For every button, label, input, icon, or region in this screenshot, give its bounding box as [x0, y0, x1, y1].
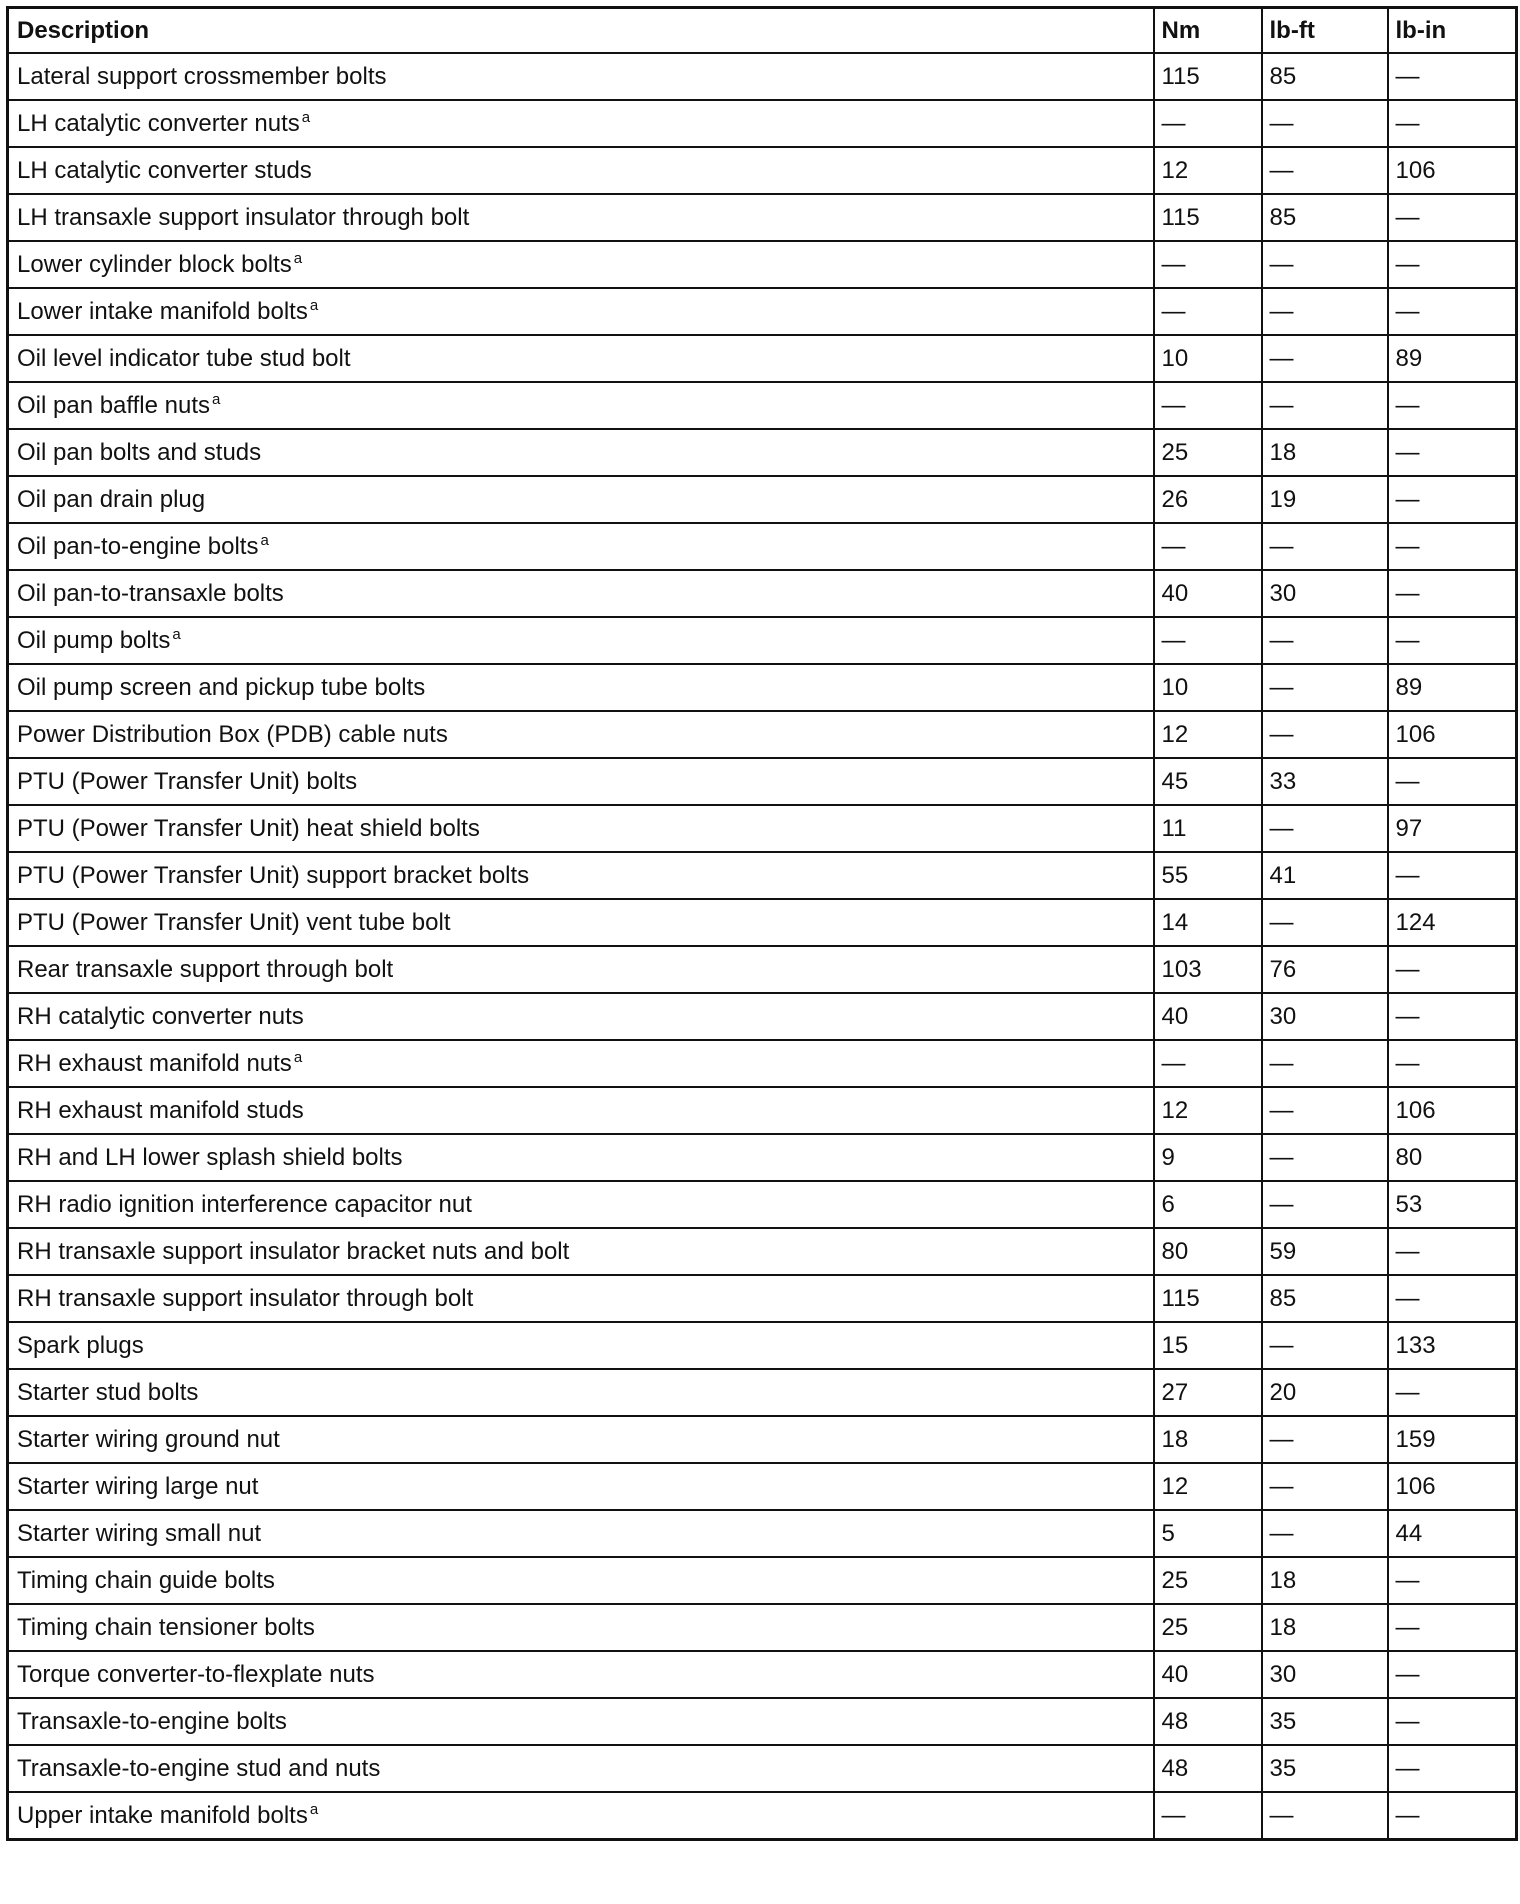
cell-lb-in: — [1388, 1275, 1517, 1322]
table-row [8, 53, 1517, 100]
cell-nm: 14 [1154, 899, 1262, 946]
cell-lb-ft: 18 [1262, 1557, 1388, 1604]
cell-description [8, 53, 1154, 100]
description-text: Timing chain tensioner bolts [17, 1613, 315, 1641]
cell-lb-ft: — [1262, 805, 1388, 852]
footnote-marker: a [260, 531, 269, 549]
footnote-marker: a [309, 296, 319, 314]
cell-description [8, 1228, 1154, 1275]
cell-lb-ft: — [1262, 241, 1388, 288]
table-row [8, 1087, 1517, 1134]
description-text: Starter stud bolts [17, 1378, 199, 1406]
table-row [8, 1792, 1517, 1840]
cell-lb-in: — [1388, 1557, 1517, 1604]
description-text: Oil pan drain plug [17, 485, 206, 513]
description-text: Oil pan baffle nuts [17, 391, 211, 419]
cell-lb-in: 89 [1388, 335, 1517, 382]
cell-description [8, 288, 1154, 335]
cell-description [8, 1463, 1154, 1510]
table-row [8, 570, 1517, 617]
table-row [8, 1557, 1517, 1604]
description-text: Oil pan bolts and studs [17, 438, 262, 466]
table-row [8, 335, 1517, 382]
description-text: Rear transaxle support through bolt [17, 955, 394, 983]
table-row [8, 429, 1517, 476]
cell-description [8, 758, 1154, 805]
description-text: Starter wiring ground nut [17, 1425, 280, 1453]
cell-description [8, 194, 1154, 241]
cell-lb-ft: 85 [1262, 53, 1388, 100]
cell-nm: — [1154, 382, 1262, 429]
cell-description [8, 382, 1154, 429]
table-row [8, 617, 1517, 664]
table-row [8, 523, 1517, 570]
cell-description [8, 1040, 1154, 1087]
cell-lb-ft: 85 [1262, 194, 1388, 241]
description-text: Torque converter-to-flexplate nuts [17, 1660, 375, 1688]
cell-lb-in: 124 [1388, 899, 1517, 946]
cell-nm: 12 [1154, 711, 1262, 758]
cell-description [8, 100, 1154, 147]
footnote-marker: a [301, 108, 311, 126]
description-text: PTU (Power Transfer Unit) vent tube bolt [17, 908, 451, 936]
table-row [8, 100, 1517, 147]
cell-lb-ft: — [1262, 147, 1388, 194]
cell-nm: — [1154, 100, 1262, 147]
cell-lb-ft: 18 [1262, 1604, 1388, 1651]
footnote-marker: a [293, 1048, 303, 1066]
header-lb-ft: lb-ft [1262, 8, 1388, 54]
description-text: RH radio ignition interference capacitor nut [17, 1190, 472, 1218]
cell-lb-ft: 18 [1262, 429, 1388, 476]
description-text: Spark plugs [17, 1331, 144, 1359]
cell-lb-in: — [1388, 1745, 1517, 1792]
description-text: Transaxle-to-engine bolts [17, 1707, 287, 1735]
cell-lb-in: 44 [1388, 1510, 1517, 1557]
description-text: RH and LH lower splash shield bolts [17, 1143, 403, 1171]
table-row [8, 758, 1517, 805]
cell-lb-ft: 20 [1262, 1369, 1388, 1416]
cell-lb-in: — [1388, 1040, 1517, 1087]
cell-lb-ft: — [1262, 1463, 1388, 1510]
cell-description [8, 852, 1154, 899]
cell-lb-ft: — [1262, 1040, 1388, 1087]
cell-lb-in: — [1388, 1604, 1517, 1651]
cell-nm: 10 [1154, 335, 1262, 382]
cell-nm: 18 [1154, 1416, 1262, 1463]
cell-lb-ft: 33 [1262, 758, 1388, 805]
cell-description [8, 241, 1154, 288]
cell-lb-in: — [1388, 523, 1517, 570]
cell-description [8, 805, 1154, 852]
cell-lb-in: 106 [1388, 147, 1517, 194]
cell-description [8, 429, 1154, 476]
cell-lb-in: — [1388, 429, 1517, 476]
cell-description [8, 1181, 1154, 1228]
cell-description [8, 664, 1154, 711]
cell-lb-ft: 59 [1262, 1228, 1388, 1275]
cell-description [8, 1557, 1154, 1604]
cell-description [8, 1698, 1154, 1745]
cell-lb-in: — [1388, 993, 1517, 1040]
cell-lb-in: — [1388, 570, 1517, 617]
cell-nm: — [1154, 241, 1262, 288]
cell-description [8, 1651, 1154, 1698]
description-text: RH catalytic converter nuts [17, 1002, 304, 1030]
cell-lb-in: — [1388, 758, 1517, 805]
description-text: Lower cylinder block bolts [17, 250, 292, 278]
cell-lb-ft: 35 [1262, 1698, 1388, 1745]
description-text: Lateral support crossmember bolts [17, 62, 387, 90]
cell-lb-ft: — [1262, 288, 1388, 335]
footnote-marker: a [172, 625, 181, 643]
cell-lb-in: 89 [1388, 664, 1517, 711]
cell-lb-ft: 30 [1262, 1651, 1388, 1698]
cell-lb-in: 159 [1388, 1416, 1517, 1463]
cell-lb-in: 106 [1388, 1463, 1517, 1510]
description-text: LH transaxle support insulator through bolt [17, 203, 470, 231]
cell-nm: 25 [1154, 1557, 1262, 1604]
cell-nm: 6 [1154, 1181, 1262, 1228]
description-text: LH catalytic converter nuts [17, 109, 300, 137]
cell-nm: 25 [1154, 429, 1262, 476]
cell-description [8, 993, 1154, 1040]
cell-lb-ft: — [1262, 382, 1388, 429]
cell-lb-in: 97 [1388, 805, 1517, 852]
table-row [8, 1275, 1517, 1322]
cell-nm: 40 [1154, 1651, 1262, 1698]
table-row [8, 1040, 1517, 1087]
table-row [8, 946, 1517, 993]
table-row [8, 1510, 1517, 1557]
cell-description [8, 617, 1154, 664]
description-text: Lower intake manifold bolts [17, 297, 308, 325]
cell-description [8, 1087, 1154, 1134]
cell-lb-ft: — [1262, 1087, 1388, 1134]
table-row [8, 1134, 1517, 1181]
table-row [8, 1745, 1517, 1792]
description-text: RH transaxle support insulator bracket nuts and bolt [17, 1237, 570, 1265]
cell-lb-ft: 41 [1262, 852, 1388, 899]
torque-specification-table [6, 6, 1518, 1841]
cell-nm: 11 [1154, 805, 1262, 852]
cell-lb-in: — [1388, 946, 1517, 993]
cell-nm: 80 [1154, 1228, 1262, 1275]
table-row [8, 1463, 1517, 1510]
table-row [8, 1416, 1517, 1463]
cell-description [8, 476, 1154, 523]
cell-lb-ft: — [1262, 1322, 1388, 1369]
cell-description [8, 1275, 1154, 1322]
cell-nm: 45 [1154, 758, 1262, 805]
cell-lb-in: — [1388, 241, 1517, 288]
cell-description [8, 1369, 1154, 1416]
table-row [8, 1181, 1517, 1228]
cell-lb-ft: — [1262, 1134, 1388, 1181]
cell-description [8, 946, 1154, 993]
description-text: RH exhaust manifold studs [17, 1096, 304, 1124]
cell-nm: — [1154, 523, 1262, 570]
table-row [8, 993, 1517, 1040]
cell-lb-in: — [1388, 53, 1517, 100]
description-text: PTU (Power Transfer Unit) bolts [17, 767, 358, 795]
description-text: RH exhaust manifold nuts [17, 1049, 292, 1077]
table-row [8, 805, 1517, 852]
description-text: RH transaxle support insulator through bolt [17, 1284, 474, 1312]
cell-lb-in: — [1388, 1698, 1517, 1745]
cell-lb-in: 80 [1388, 1134, 1517, 1181]
cell-description [8, 899, 1154, 946]
cell-lb-ft: — [1262, 899, 1388, 946]
table-row [8, 1369, 1517, 1416]
cell-description [8, 523, 1154, 570]
description-text: Oil pan-to-engine bolts [17, 532, 259, 560]
cell-description [8, 1745, 1154, 1792]
cell-nm: 40 [1154, 993, 1262, 1040]
cell-lb-in: — [1388, 1228, 1517, 1275]
table-row [8, 1651, 1517, 1698]
table-row [8, 288, 1517, 335]
cell-lb-ft: — [1262, 711, 1388, 758]
table-row [8, 1604, 1517, 1651]
description-text: PTU (Power Transfer Unit) heat shield bolts [17, 814, 480, 842]
cell-nm: — [1154, 1040, 1262, 1087]
cell-lb-ft: — [1262, 664, 1388, 711]
cell-lb-ft: — [1262, 100, 1388, 147]
table-row [8, 711, 1517, 758]
description-text: Oil pump screen and pickup tube bolts [17, 673, 426, 701]
cell-nm: — [1154, 288, 1262, 335]
cell-nm: 25 [1154, 1604, 1262, 1651]
cell-lb-ft: — [1262, 1792, 1388, 1840]
table-row [8, 1322, 1517, 1369]
cell-lb-ft: — [1262, 617, 1388, 664]
table-row [8, 382, 1517, 429]
cell-nm: 115 [1154, 1275, 1262, 1322]
description-text: Oil level indicator tube stud bolt [17, 344, 351, 372]
cell-lb-ft: — [1262, 335, 1388, 382]
cell-description [8, 1322, 1154, 1369]
cell-lb-ft: — [1262, 1181, 1388, 1228]
table-row [8, 476, 1517, 523]
cell-nm: 26 [1154, 476, 1262, 523]
cell-nm: 115 [1154, 53, 1262, 100]
cell-lb-in: — [1388, 194, 1517, 241]
description-text: Upper intake manifold bolts [17, 1801, 308, 1829]
table-row [8, 1228, 1517, 1275]
cell-lb-in: — [1388, 852, 1517, 899]
table-header-row [8, 8, 1517, 54]
footnote-marker: a [293, 249, 303, 267]
cell-description [8, 1134, 1154, 1181]
cell-nm: 27 [1154, 1369, 1262, 1416]
cell-description [8, 1792, 1154, 1840]
cell-nm: 12 [1154, 147, 1262, 194]
description-text: Starter wiring large nut [17, 1472, 259, 1500]
cell-lb-ft: 35 [1262, 1745, 1388, 1792]
cell-nm: 15 [1154, 1322, 1262, 1369]
cell-description [8, 1510, 1154, 1557]
cell-lb-ft: — [1262, 1416, 1388, 1463]
table-row [8, 899, 1517, 946]
description-text: Oil pump bolts [17, 626, 171, 654]
table-row [8, 1698, 1517, 1745]
cell-lb-ft: 30 [1262, 993, 1388, 1040]
header-nm: Nm [1154, 8, 1262, 54]
cell-lb-ft: 19 [1262, 476, 1388, 523]
cell-nm: 55 [1154, 852, 1262, 899]
cell-nm: 12 [1154, 1463, 1262, 1510]
cell-lb-ft: 76 [1262, 946, 1388, 993]
footnote-marker: a [309, 1800, 319, 1818]
cell-lb-ft: — [1262, 1510, 1388, 1557]
cell-description [8, 1416, 1154, 1463]
cell-description [8, 1604, 1154, 1651]
cell-nm: 48 [1154, 1698, 1262, 1745]
description-text: Power Distribution Box (PDB) cable nuts [17, 720, 448, 748]
cell-nm: 10 [1154, 664, 1262, 711]
cell-lb-in: — [1388, 1792, 1517, 1840]
description-text: Oil pan-to-transaxle bolts [17, 579, 284, 607]
cell-description [8, 335, 1154, 382]
cell-lb-in: — [1388, 476, 1517, 523]
description-text: LH catalytic converter studs [17, 156, 312, 184]
header-description: Description [8, 8, 1154, 54]
description-text: Timing chain guide bolts [17, 1566, 275, 1594]
cell-lb-ft: — [1262, 523, 1388, 570]
description-text: PTU (Power Transfer Unit) support bracket bolts [17, 861, 530, 889]
cell-lb-in: 106 [1388, 711, 1517, 758]
cell-nm: 12 [1154, 1087, 1262, 1134]
cell-nm: 9 [1154, 1134, 1262, 1181]
cell-lb-in: — [1388, 382, 1517, 429]
cell-nm: 48 [1154, 1745, 1262, 1792]
table-row [8, 241, 1517, 288]
description-text: Starter wiring small nut [17, 1519, 262, 1547]
cell-nm: — [1154, 1792, 1262, 1840]
table-row [8, 664, 1517, 711]
footnote-marker: a [212, 390, 221, 408]
cell-lb-in: 133 [1388, 1322, 1517, 1369]
cell-description [8, 570, 1154, 617]
cell-lb-in: — [1388, 617, 1517, 664]
cell-nm: 115 [1154, 194, 1262, 241]
header-lb-in: lb-in [1388, 8, 1517, 54]
cell-lb-in: — [1388, 100, 1517, 147]
cell-lb-ft: 85 [1262, 1275, 1388, 1322]
cell-lb-ft: 30 [1262, 570, 1388, 617]
description-text: Transaxle-to-engine stud and nuts [17, 1754, 381, 1782]
cell-lb-in: — [1388, 288, 1517, 335]
cell-nm: 5 [1154, 1510, 1262, 1557]
table-row [8, 852, 1517, 899]
cell-lb-in: — [1388, 1651, 1517, 1698]
cell-description [8, 147, 1154, 194]
cell-nm: 103 [1154, 946, 1262, 993]
cell-lb-in: — [1388, 1369, 1517, 1416]
cell-nm: 40 [1154, 570, 1262, 617]
cell-nm: — [1154, 617, 1262, 664]
table-row [8, 194, 1517, 241]
table-body [8, 53, 1517, 1840]
cell-lb-in: 106 [1388, 1087, 1517, 1134]
table-row [8, 147, 1517, 194]
cell-description [8, 711, 1154, 758]
cell-lb-in: 53 [1388, 1181, 1517, 1228]
